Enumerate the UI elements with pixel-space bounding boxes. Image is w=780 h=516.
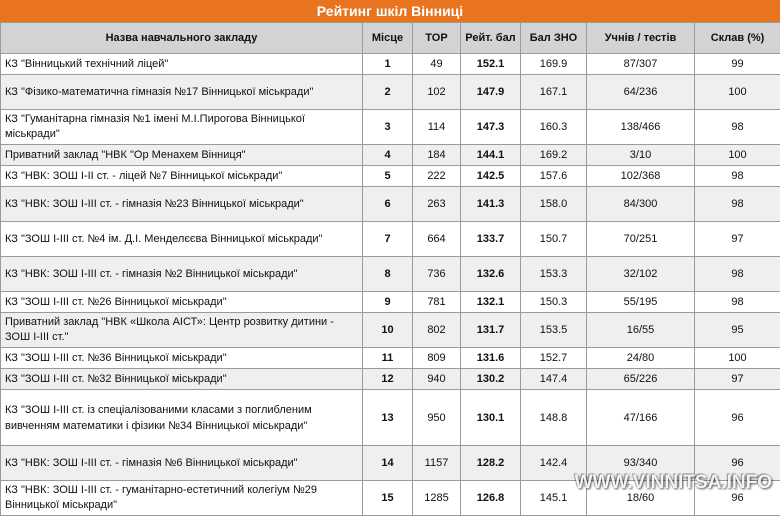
cell-students: 102/368 bbox=[587, 166, 695, 187]
table-row bbox=[1, 390, 780, 446]
header-top: TOP bbox=[413, 23, 461, 54]
cell-rating: 132.6 bbox=[461, 257, 521, 292]
cell-top: 950 bbox=[413, 390, 461, 446]
cell-students: 64/236 bbox=[587, 75, 695, 110]
cell-top: 802 bbox=[413, 313, 461, 348]
cell-zno: 169.9 bbox=[521, 54, 587, 75]
cell-zno: 150.7 bbox=[521, 222, 587, 257]
table-row bbox=[1, 145, 780, 166]
cell-place: 6 bbox=[363, 187, 413, 222]
cell-passed: 98 bbox=[695, 166, 780, 187]
table-row bbox=[1, 187, 780, 222]
cell-place: 15 bbox=[363, 481, 413, 516]
cell-students: 55/195 bbox=[587, 292, 695, 313]
table-row bbox=[1, 166, 780, 187]
cell-place: 14 bbox=[363, 446, 413, 481]
cell-name: КЗ "ЗОШ І-ІІІ ст. із спеціалізованими класами з поглибленим вивченням математики і фізики №34 Вінницької міськради" bbox=[1, 390, 363, 446]
cell-top: 114 bbox=[413, 110, 461, 145]
table-row bbox=[1, 313, 780, 348]
cell-rating: 147.9 bbox=[461, 75, 521, 110]
cell-passed: 100 bbox=[695, 75, 780, 110]
cell-passed: 100 bbox=[695, 348, 780, 369]
table-row bbox=[1, 257, 780, 292]
cell-name: КЗ "НВК: ЗОШ І-ІІ ст. - ліцей №7 Вінницької міськради" bbox=[1, 166, 363, 187]
cell-place: 10 bbox=[363, 313, 413, 348]
cell-name: КЗ "ЗОШ І-ІІІ ст. №4 ім. Д.І. Менделєєва Вінницької міськради" bbox=[1, 222, 363, 257]
cell-passed: 98 bbox=[695, 292, 780, 313]
cell-rating: 126.8 bbox=[461, 481, 521, 516]
cell-passed: 97 bbox=[695, 369, 780, 390]
cell-students: 93/340 bbox=[587, 446, 695, 481]
cell-passed: 95 bbox=[695, 313, 780, 348]
header-name: Назва навчального закладу bbox=[1, 23, 363, 54]
cell-name: КЗ "НВК: ЗОШ І-ІІІ ст. - гімназія №6 Вінницької міськради" bbox=[1, 446, 363, 481]
cell-place: 3 bbox=[363, 110, 413, 145]
cell-place: 11 bbox=[363, 348, 413, 369]
cell-passed: 98 bbox=[695, 187, 780, 222]
cell-rating: 130.1 bbox=[461, 390, 521, 446]
cell-zno: 148.8 bbox=[521, 390, 587, 446]
cell-rating: 144.1 bbox=[461, 145, 521, 166]
header-place: Місце bbox=[363, 23, 413, 54]
cell-rating: 147.3 bbox=[461, 110, 521, 145]
cell-rating: 128.2 bbox=[461, 446, 521, 481]
cell-zno: 157.6 bbox=[521, 166, 587, 187]
cell-top: 222 bbox=[413, 166, 461, 187]
cell-place: 2 bbox=[363, 75, 413, 110]
header-passed: Склав (%) bbox=[695, 23, 780, 54]
cell-zno: 147.4 bbox=[521, 369, 587, 390]
cell-top: 49 bbox=[413, 54, 461, 75]
cell-rating: 133.7 bbox=[461, 222, 521, 257]
cell-top: 664 bbox=[413, 222, 461, 257]
ranking-table bbox=[0, 22, 780, 516]
cell-place: 8 bbox=[363, 257, 413, 292]
cell-zno: 167.1 bbox=[521, 75, 587, 110]
cell-rating: 152.1 bbox=[461, 54, 521, 75]
cell-top: 940 bbox=[413, 369, 461, 390]
cell-name: КЗ "НВК: ЗОШ І-ІІІ ст. - гімназія №2 Вінницької міськради" bbox=[1, 257, 363, 292]
cell-rating: 142.5 bbox=[461, 166, 521, 187]
cell-passed: 96 bbox=[695, 481, 780, 516]
cell-name: КЗ "ЗОШ І-ІІІ ст. №36 Вінницької міськради" bbox=[1, 348, 363, 369]
cell-rating: 131.6 bbox=[461, 348, 521, 369]
cell-passed: 98 bbox=[695, 257, 780, 292]
cell-name: КЗ "Вінницький технічний ліцей" bbox=[1, 54, 363, 75]
cell-zno: 145.1 bbox=[521, 481, 587, 516]
cell-students: 24/80 bbox=[587, 348, 695, 369]
cell-zno: 158.0 bbox=[521, 187, 587, 222]
cell-students: 32/102 bbox=[587, 257, 695, 292]
cell-rating: 131.7 bbox=[461, 313, 521, 348]
cell-zno: 153.3 bbox=[521, 257, 587, 292]
cell-place: 7 bbox=[363, 222, 413, 257]
cell-students: 138/466 bbox=[587, 110, 695, 145]
table-row bbox=[1, 110, 780, 145]
cell-passed: 96 bbox=[695, 390, 780, 446]
cell-zno: 169.2 bbox=[521, 145, 587, 166]
cell-top: 263 bbox=[413, 187, 461, 222]
header-zno: Бал ЗНО bbox=[521, 23, 587, 54]
cell-zno: 153.5 bbox=[521, 313, 587, 348]
cell-students: 18/60 bbox=[587, 481, 695, 516]
table-row bbox=[1, 348, 780, 369]
table-row bbox=[1, 369, 780, 390]
cell-students: 70/251 bbox=[587, 222, 695, 257]
table-title: Рейтинг шкіл Вінниці bbox=[0, 0, 780, 22]
cell-top: 1285 bbox=[413, 481, 461, 516]
cell-students: 16/55 bbox=[587, 313, 695, 348]
cell-name: КЗ "НВК: ЗОШ І-ІІІ ст. - гімназія №23 Вінницької міськради" bbox=[1, 187, 363, 222]
cell-place: 4 bbox=[363, 145, 413, 166]
cell-name: КЗ "ЗОШ І-ІІІ ст. №32 Вінницької міськради" bbox=[1, 369, 363, 390]
cell-place: 13 bbox=[363, 390, 413, 446]
cell-name: Приватний заклад "НВК "Ор Менахем Вінниця" bbox=[1, 145, 363, 166]
cell-rating: 132.1 bbox=[461, 292, 521, 313]
site-watermark: WWW.VINNITSA.INFO bbox=[575, 472, 772, 494]
cell-rating: 141.3 bbox=[461, 187, 521, 222]
cell-passed: 96 bbox=[695, 446, 780, 481]
cell-place: 5 bbox=[363, 166, 413, 187]
cell-top: 809 bbox=[413, 348, 461, 369]
cell-students: 87/307 bbox=[587, 54, 695, 75]
cell-place: 1 bbox=[363, 54, 413, 75]
cell-top: 736 bbox=[413, 257, 461, 292]
cell-passed: 99 bbox=[695, 54, 780, 75]
header-rating: Рейт. бал bbox=[461, 23, 521, 54]
cell-place: 12 bbox=[363, 369, 413, 390]
cell-name: КЗ "Гуманітарна гімназія №1 імені М.І.Пирогова Вінницької міськради" bbox=[1, 110, 363, 145]
cell-zno: 150.3 bbox=[521, 292, 587, 313]
table-row bbox=[1, 54, 780, 75]
cell-rating: 130.2 bbox=[461, 369, 521, 390]
cell-passed: 97 bbox=[695, 222, 780, 257]
cell-top: 781 bbox=[413, 292, 461, 313]
table-row bbox=[1, 75, 780, 110]
cell-top: 184 bbox=[413, 145, 461, 166]
cell-name: КЗ "Фізико-математична гімназія №17 Вінницької міськради" bbox=[1, 75, 363, 110]
table-row bbox=[1, 222, 780, 257]
cell-place: 9 bbox=[363, 292, 413, 313]
cell-top: 1157 bbox=[413, 446, 461, 481]
cell-students: 65/226 bbox=[587, 369, 695, 390]
cell-passed: 98 bbox=[695, 110, 780, 145]
cell-zno: 142.4 bbox=[521, 446, 587, 481]
cell-students: 3/10 bbox=[587, 145, 695, 166]
cell-name: КЗ "ЗОШ І-ІІІ ст. №26 Вінницької міськради" bbox=[1, 292, 363, 313]
cell-students: 47/166 bbox=[587, 390, 695, 446]
cell-passed: 100 bbox=[695, 145, 780, 166]
cell-zno: 152.7 bbox=[521, 348, 587, 369]
cell-name: КЗ "НВК: ЗОШ І-ІІІ ст. - гуманітарно-естетичний колегіум №29 Вінницької міськради" bbox=[1, 481, 363, 516]
table-row bbox=[1, 292, 780, 313]
header-row bbox=[1, 23, 780, 54]
header-students: Учнів / тестів bbox=[587, 23, 695, 54]
cell-zno: 160.3 bbox=[521, 110, 587, 145]
cell-name: Приватний заклад "НВК «Школа АІСТ»: Центр розвитку дитини - ЗОШ І-ІІІ ст." bbox=[1, 313, 363, 348]
cell-students: 84/300 bbox=[587, 187, 695, 222]
cell-top: 102 bbox=[413, 75, 461, 110]
